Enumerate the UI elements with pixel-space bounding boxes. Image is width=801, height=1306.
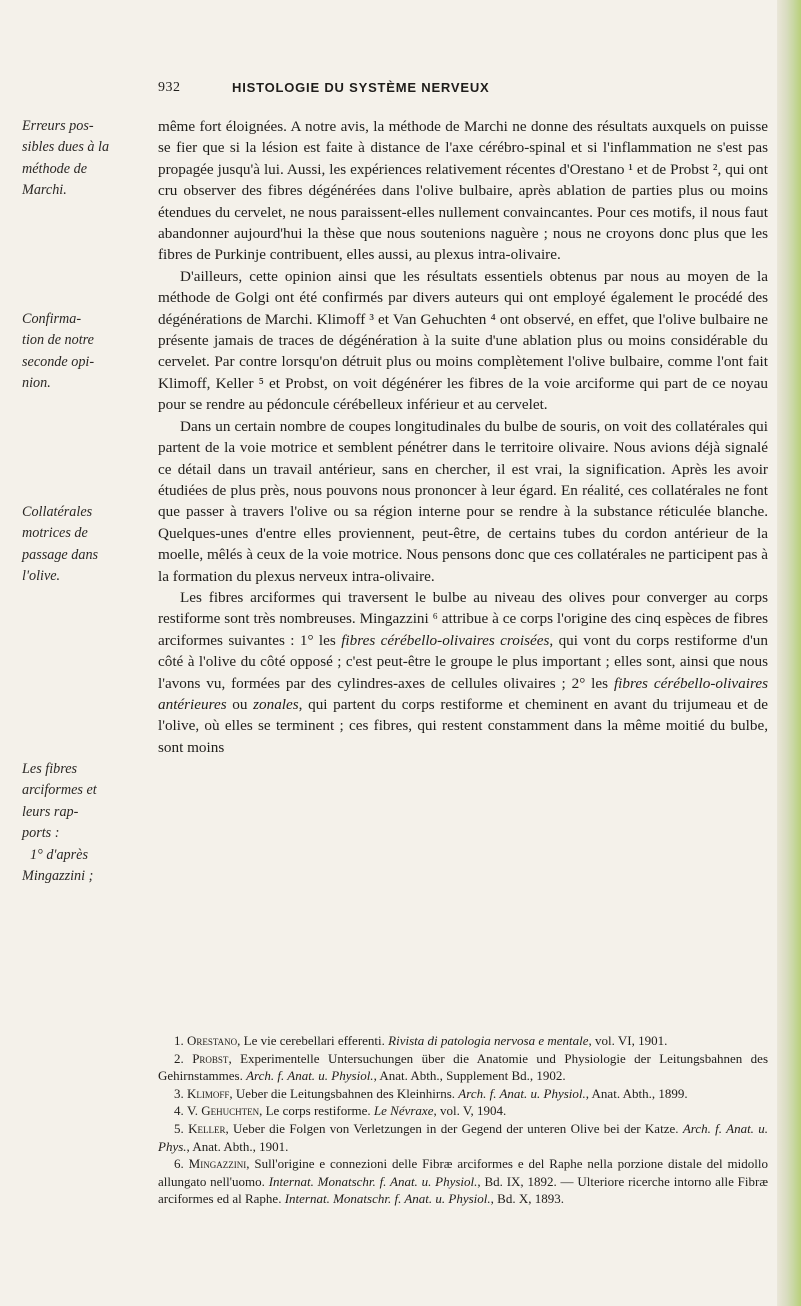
footnote: 5. Keller, Ueber die Folgen von Verletzungen in der Gegend der unteren Olive bei der Katze. Arch. f. Anat. u. Phys., Anat. Abth., 1901. (158, 1120, 768, 1154)
footnote: 6. Mingazzini, Sull'origine e connezioni delle Fibræ arciformes e del Raphe nella porzione distale del midollo allungato nell'uomo. Internat. Monatschr. f. Anat. u. Physiol., Bd. IX, 1892. — Ulteriore ricerche intorno alle Fibræ arciformes ed al Raphe. Internat. Monatschr. f. Anat. u. Physiol., Bd. X, 1893. (158, 1156, 769, 1207)
text-run: Les fibres arciformes qui traversent le bulbe au niveau des olives pour converger au corps restiforme sont très nombreuses. Mingazzini ⁶ attribue à ce corps l'origine des cinq espèces de fibres arciformes suivantes : 1° les (158, 588, 768, 649)
sidenote-line: seconde opi- (22, 353, 95, 370)
text-run: , qui partent du corps restiforme et cheminent en avant du trijumeau et de l'olive, où elles se terminent ; ces fibres, qui restent constamment dans la même moitié du bulbe, sont moins (158, 695, 769, 756)
sidenote-fibres-arciformes (22, 759, 150, 887)
footnote-author: V. Gehuchten (187, 1103, 260, 1119)
paragraph: même fort éloignées. A notre avis, la méthode de Marchi ne donne des résultats auxquels on puisse se fier que si la lésion est faite à distance de l'axe cérébro-spinal et si l'inflammation ne s'est pas propagée jusqu'à lui. Aussi, les expériences relativement récentes d'Orestano ¹ et de Probst ², qui ont cru observer des fibres dégénérées dans l'olive bulbaire, après ablation de parties plus ou moins étendues du cervelet, ne nous paraissent-elles nullement convaincantes. Pour ces motifs, il nous faut abandonner aujourd'hui la thèse que nous soutenions naguère ; nous ne croyons donc plus que les fibres de Purkinje contribuent, elles aussi, au plexus intra-olivaire. (158, 118, 768, 264)
sidenote-line: Collatérales (22, 504, 93, 520)
footnote-journal: Internat. Monatschr. f. Anat. u. Physiol. (284, 1191, 491, 1207)
sidenote-line: arciformes et (22, 782, 97, 799)
footnote-journal: Arch. f. Anat. u. Physiol. (246, 1068, 374, 1084)
sidenote-line: méthode de (22, 160, 88, 177)
sidenote-erreurs (22, 116, 150, 202)
running-title: HISTOLOGIE DU SYSTÈME NERVEUX (232, 80, 490, 95)
footnote-journal: Internat. Monatschr. f. Anat. u. Physiol. (268, 1173, 478, 1189)
sidenote-line: l'olive. (22, 568, 61, 585)
footnote: 3. Klimoff, Ueber die Leitungsbahnen des Kleinhirns. Arch. f. Anat. u. Physiol., Anat. Abth., 1899. (174, 1085, 688, 1101)
body-text (158, 116, 768, 758)
footnote-journal: Arch. f. Anat. u. Phys. (158, 1120, 768, 1154)
footnote-author: Keller (188, 1120, 226, 1136)
sidenote-line: motrices de (22, 525, 88, 542)
italic-term: fibres cérébello-olivaires antérieures (158, 674, 768, 713)
footnote: 4. V. Gehuchten, Le corps restiforme. Le Névraxe, vol. V, 1904. (174, 1103, 507, 1119)
footnote-journal: Arch. f. Anat. u. Physiol. (458, 1085, 586, 1101)
footnote: 1. Orestano, Le vie cerebellari efferenti. Rivista di patologia nervosa e mentale, vol. VI, 1901. (174, 1033, 668, 1048)
sidenote-confirmation (22, 309, 150, 395)
page-edge (777, 0, 801, 1306)
text-run: , qui vont du corps restiforme d'un côté à l'olive du côté opposé ; c'est peut-être le groupe le plus important ; elles sont, ainsi que nous l'avons vu, formées par des cylindres-axes de cellules olivaires ; 2° les (158, 631, 768, 692)
sidenote-line: 1° d'après (30, 846, 88, 863)
sidenote-line: ports : (22, 825, 60, 842)
italic-term: zonales (253, 695, 299, 713)
footnotes (158, 1032, 768, 1208)
footnote-journal: Rivista di patologia nervosa e mentale (388, 1033, 589, 1048)
sidenote-line: passage dans (22, 546, 99, 563)
sidenote-line: Les fibres (22, 761, 78, 777)
italic-term: fibres cérébello-olivaires croisées (341, 631, 550, 649)
footnote-journal: Le Névraxe (373, 1103, 434, 1119)
sidenote-line: Confirma- (22, 311, 82, 327)
sidenote-line: nion. (22, 375, 51, 392)
paragraph (158, 587, 768, 758)
paragraph: Dans un certain nombre de coupes longitudinales du bulbe de souris, on voit des collatérales qui partent de la voie motrice et semblent pénétrer dans le territoire olivaire. Nous avions déjà signalé ce détail dans un travail antérieur, sans en chercher, il est vrai, la signification. Après les avoir étudiées de plus près, nous pouvons nous prononcer à leur égard. En réalité, ces collatérales ne font que passer à travers l'olive ou sa région interne pour se rendre à la substance réticulée blanche. Quelques-unes d'entre elles proviennent, peut-être, de certains tubes du cordon antérieur de la moelle, mêlés à ceux de la voie motrice. Nous pensons donc que ces collatérales ne participent pas à la formation du plexus nerveux intra-olivaire. (158, 417, 768, 585)
sidenote-collaterales (22, 502, 150, 588)
page-number: 932 (158, 80, 181, 95)
running-head (0, 80, 801, 100)
footnote-author: Orestano (187, 1033, 238, 1048)
footnote-author: Probst (192, 1050, 229, 1066)
footnote: 2. Probst, Experimentelle Untersuchungen über die Anatomie und Physiologie der Leitungsbahnen des Gehirnstammes. Arch. f. Anat. u. Physiol., Anat. Abth., Supplement Bd., 1902. (158, 1050, 768, 1084)
sidenote-line: Mingazzini ; (22, 868, 94, 885)
sidenote-line: Erreurs pos- (22, 118, 94, 134)
footnote-author: Klimoff (187, 1085, 230, 1101)
sidenote-line: sibles dues à la (22, 139, 110, 156)
paragraph: D'ailleurs, cette opinion ainsi que les résultats essentiels obtenus par nous au moyen de la méthode de Golgi ont été confirmés par divers auteurs qui ont employé également le procédé des dégénérations de Marchi. Klimoff ³ et Van Gehuchten ⁴ ont observé, en effet, que l'olive bulbaire ne présente jamais de traces de dégénération à la suite d'une ablation plus ou moins considérable du cervelet. Par contre lorsqu'on détruit plus ou moins complètement l'olive bulbaire, comme l'ont fait Klimoff, Keller ⁵ et Probst, on voit dégénérer les fibres de la voie arciforme qui part de ce noyau pour se rendre au pédoncule cérébelleux inférieur et au cervelet. (158, 267, 768, 414)
footnote-author: Mingazzini (188, 1156, 247, 1172)
sidenote-line: Marchi. (22, 182, 67, 199)
sidenote-line: tion de notre (22, 332, 94, 349)
text-run: ou (226, 695, 254, 713)
sidenote-line: leurs rap- (22, 803, 79, 820)
